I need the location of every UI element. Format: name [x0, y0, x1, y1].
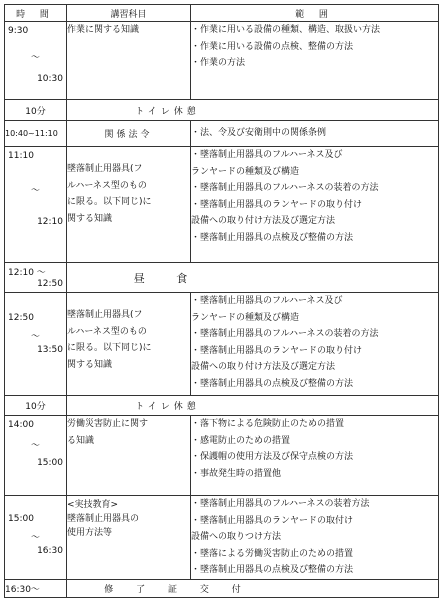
- header-scope: 範 囲: [191, 5, 439, 22]
- scope-item: 設備への取りつけ方法: [191, 532, 282, 542]
- scope-item: ・落下物による危険防止のための措置: [191, 419, 345, 429]
- subject-line: 労働災害防止に関す: [67, 419, 149, 429]
- scope-item: ・事故発生時の措置他: [191, 468, 282, 479]
- time-separator: ～: [31, 53, 41, 63]
- scope-item: 設備への取り付け方法及び選定方法: [191, 362, 336, 372]
- end-row: [5, 580, 439, 598]
- time-cell: [5, 22, 67, 100]
- scope-item: ・作業に用いる設備の種類、構造、取扱い方法: [191, 25, 381, 35]
- time-start: 9:30: [8, 26, 29, 36]
- table-row: [5, 416, 439, 496]
- subject-line: ルハーネス型のもの: [67, 180, 147, 191]
- time-separator: ～: [31, 533, 41, 543]
- subject-line: 使用方法等: [67, 528, 113, 538]
- time-cell: [5, 147, 67, 263]
- subject-line: に限る。以下同じ)に: [67, 343, 152, 353]
- subject-line: 墜落制止用器具(フ: [67, 164, 143, 174]
- subject-cell: [67, 22, 191, 100]
- time-start: 12:50: [8, 313, 34, 323]
- time-cell: [5, 416, 67, 496]
- end-time: 16:30～: [5, 580, 67, 598]
- time-end: 10:30: [37, 74, 63, 84]
- scope-item: ・墜落制止用器具のフルハーネスの装着の方法: [191, 329, 379, 339]
- time-end: 15:00: [37, 458, 63, 468]
- time-end: 16:30: [37, 546, 63, 556]
- table-row: [5, 121, 439, 147]
- scope-item: ・墜落制止用器具のランヤードの取り付け: [191, 199, 363, 210]
- certificate-label: 修 了 証 交 付: [67, 580, 439, 598]
- time-separator: ～: [31, 441, 41, 451]
- scope-cell: [191, 22, 439, 100]
- time-end: 12:10: [37, 217, 63, 227]
- time-start: 14:00: [8, 420, 34, 430]
- time-end: 12:50: [37, 279, 63, 289]
- scope-item: ・墜落制止用器具のランヤードの取り付け: [191, 345, 363, 356]
- table-row: [5, 496, 439, 580]
- scope-item: ・墜落制止用器具のフルハーネス及び: [191, 296, 343, 306]
- scope-item: ・法、令及び安衛則中の関係条例: [191, 128, 327, 139]
- scope-item: ・墜落制止用器具のフルハーネスの装着方法: [191, 499, 370, 509]
- time-cell: [5, 293, 67, 396]
- time-end: 13:50: [37, 345, 63, 355]
- meal-label: 昼 食: [67, 263, 439, 293]
- subject-cell: [67, 147, 191, 263]
- break-row: [5, 396, 439, 416]
- scope-item: ・作業に用いる設備の点検、整備の方法: [191, 41, 354, 52]
- time-cell: 10:40~11:10: [5, 121, 67, 147]
- break-row: [5, 100, 439, 121]
- scope-item: ・墜落制止用器具のフルハーネスの装着の方法: [191, 183, 379, 193]
- time-cell: [5, 263, 67, 293]
- subject-line: 関する知識: [67, 213, 113, 224]
- time-start: 11:10: [8, 151, 34, 161]
- time-separator: ～: [31, 186, 41, 196]
- scope-item: ・墜落制止用器具の点検及び整備の方法: [191, 378, 354, 389]
- table-row: [5, 22, 439, 100]
- header-time: 時 間: [5, 5, 67, 22]
- time-separator: ～: [31, 332, 41, 342]
- subject-line: 墜落制止用器具の: [67, 514, 140, 524]
- subject-line: に限る。以下同じ)に: [67, 197, 152, 207]
- scope-item: ・作業の方法: [191, 58, 246, 68]
- scope-cell: [191, 496, 439, 580]
- scope-item: ・感電防止のための措置: [191, 435, 291, 446]
- meal-row: [5, 263, 439, 293]
- scope-cell: [191, 147, 439, 263]
- subject-cell: [67, 416, 191, 496]
- break-label: トイレ休憩: [67, 396, 439, 416]
- scope-item: ・墜落制止用器具の点検及び整備の方法: [191, 232, 354, 243]
- scope-cell: [191, 416, 439, 496]
- schedule-table: [4, 4, 439, 598]
- subject-cell: 関係法令: [67, 121, 191, 147]
- break-time: 10分: [5, 396, 67, 416]
- subject-line: 作業に関する知識: [67, 25, 140, 35]
- subject-cell: [67, 293, 191, 396]
- subject-line: 関する知識: [67, 359, 113, 370]
- scope-item: ・墜落制止用器具のフルハーネス及び: [191, 150, 343, 160]
- scope-item: ・墜落による労働災害防止のための措置: [191, 548, 354, 559]
- subject-line: 墜落制止用器具(フ: [67, 310, 143, 320]
- subject-line: ルハーネス型のもの: [67, 326, 147, 337]
- header-row: [5, 5, 439, 22]
- time-start: 15:00: [8, 514, 34, 524]
- scope-cell: [191, 121, 439, 147]
- scope-item: ランヤードの種類及び構造: [191, 312, 300, 323]
- scope-cell: [191, 293, 439, 396]
- scope-item: ランヤードの種類及び構造: [191, 166, 300, 177]
- break-label: トイレ休憩: [67, 100, 439, 121]
- scope-item: ・保護帽の使用方法及び保守点検の方法: [191, 452, 354, 462]
- time-start: 12:10 ～: [8, 268, 46, 278]
- subject-line: <実技教育>: [67, 500, 119, 510]
- table-row: [5, 293, 439, 396]
- subject-cell: [67, 496, 191, 580]
- time-cell: [5, 496, 67, 580]
- scope-item: ・墜落制止用器具の点検及び整備の方法: [191, 565, 354, 575]
- header-subject: 講習科目: [67, 5, 191, 22]
- scope-item: ・墜落制止用器具のランヤードの取付け: [191, 515, 354, 526]
- scope-item: 設備への取り付け方法及び選定方法: [191, 216, 336, 226]
- subject-line: る知識: [67, 435, 95, 446]
- table-row: [5, 147, 439, 263]
- break-time: 10分: [5, 100, 67, 121]
